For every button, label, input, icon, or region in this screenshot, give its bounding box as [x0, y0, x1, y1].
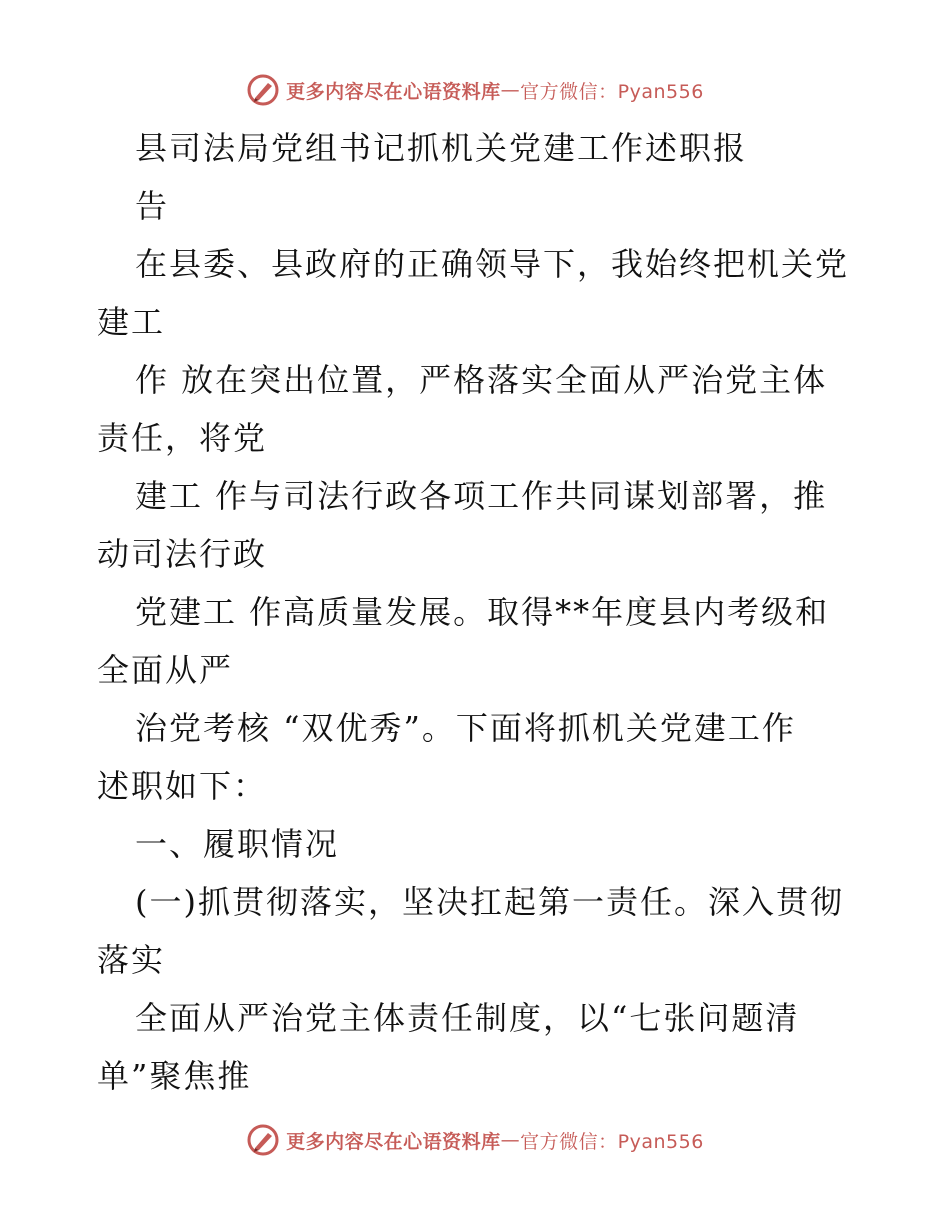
banner-separator: — [500, 1129, 521, 1151]
section-heading: 一、履职情况 [135, 825, 340, 863]
banner-wechat-text: 官方微信：Pyan556 [520, 1130, 704, 1153]
body-line: 建工 作与司法行政各项工作共同谋划部署，推 [135, 477, 828, 515]
banner-separator: — [500, 79, 521, 101]
body-line: 党建工 作高质量发展。取得**年度县内考级和 [135, 593, 830, 631]
pen-logo-icon [246, 1123, 280, 1157]
body-line: 落实 [97, 941, 166, 979]
body-line: 建工 [97, 303, 166, 341]
body-line: 治党考核 “双优秀”。下面将抓机关党建工作 [135, 709, 796, 747]
pen-logo-icon [246, 73, 280, 107]
title-line-1: 县司法局党组书记抓机关党建工作述职报 [135, 129, 748, 167]
banner-site-text: 更多内容尽在心语资料库 [286, 80, 501, 103]
body-line: 在县委、县政府的正确领导下，我始终把机关党 [135, 245, 850, 283]
body-line: 单”聚焦推 [97, 1057, 252, 1095]
watermark-banner-top [0, 70, 950, 110]
watermark-banner-bottom [0, 1120, 950, 1160]
banner-site-text: 更多内容尽在心语资料库 [286, 1130, 501, 1153]
body-line: 动司法行政 [97, 535, 268, 573]
banner-wechat-text: 官方微信：Pyan556 [520, 80, 704, 103]
body-line: 述职如下： [97, 767, 268, 805]
subsection-heading: (一)抓贯彻落实，坚决扛起第一责任。深入贯彻 [135, 883, 844, 921]
body-line: 作 放在突出位置，严格落实全面从严治党主体 [135, 361, 828, 399]
body-line: 全面从严治党主体责任制度，以“七张问题清 [135, 999, 800, 1037]
body-line: 全面从严 [97, 651, 234, 689]
title-line-2: 告 [135, 187, 170, 225]
body-line: 责任，将党 [97, 419, 268, 457]
